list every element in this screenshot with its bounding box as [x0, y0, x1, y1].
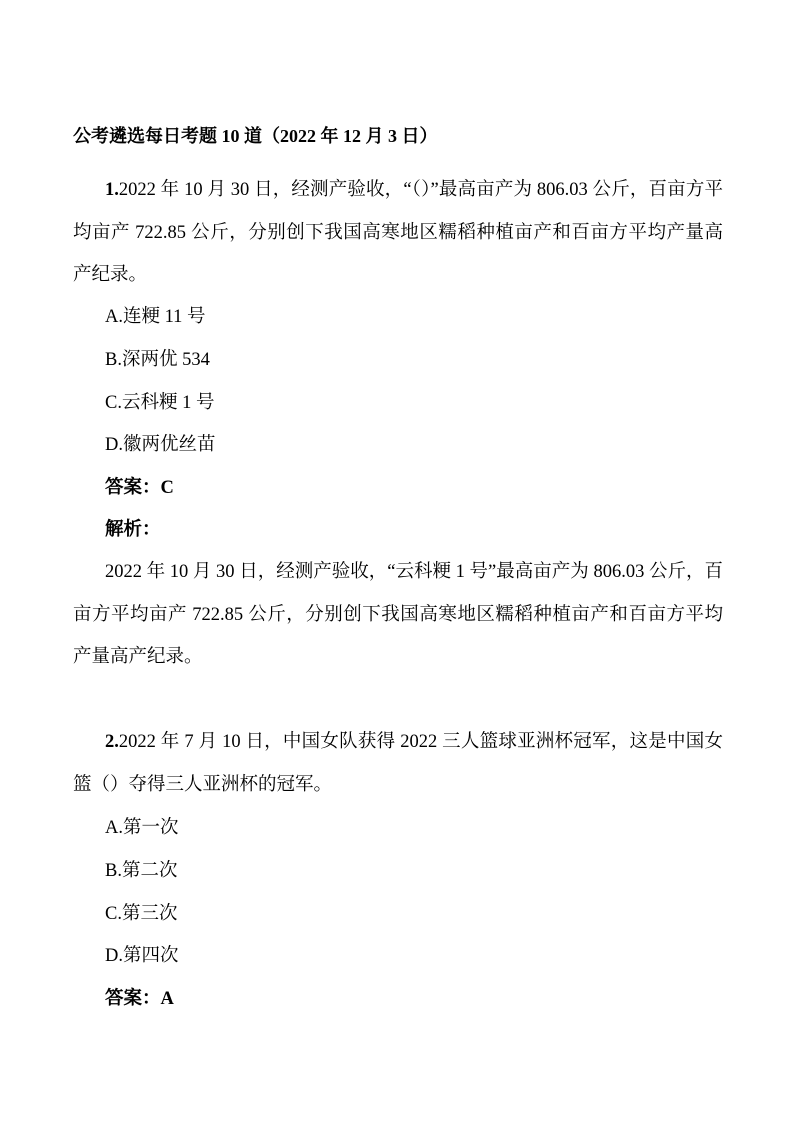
question-1-answer: [105, 476, 174, 500]
question-1-option-d: D.徽两优丝苗: [105, 435, 216, 455]
question-2-option-d: D.第四次: [105, 946, 179, 966]
question-1-option-a: A.连粳 11 号: [105, 307, 206, 327]
page-title: 公考遴选每日考题 10 道（2022 年 12 月 3 日）: [73, 126, 438, 146]
answer-value: C: [160, 478, 174, 498]
question-1-option-b: B.深两优 534: [105, 350, 210, 370]
answer-value: A: [160, 989, 174, 1009]
answer-label: 答案：: [105, 989, 161, 1009]
question-2-option-a: A.第一次: [105, 818, 179, 838]
question-2-option-c: C.第三次: [105, 904, 178, 924]
question-1-option-c: C.云科粳 1 号: [105, 393, 215, 413]
answer-label: 答案：: [105, 478, 161, 498]
question-1-text: 2022 年 10 月 30 日，经测产验收，“（）”最高亩产为 806.03 公斤，百亩方平均亩产 722.85 公斤，分别创下我国高寒地区糯稻种植亩产和百亩方平均产量高产纪录。: [73, 180, 723, 285]
question-2-answer: [105, 987, 174, 1011]
question-2-number: 2.: [105, 732, 119, 752]
question-1-stem: [73, 169, 723, 297]
question-2-stem: [73, 721, 723, 806]
question-2-option-b: B.第二次: [105, 861, 178, 881]
question-1-number: 1.: [105, 180, 119, 200]
question-2-text: 2022 年 7 月 10 日，中国女队获得 2022 三人篮球亚洲杯冠军，这是中国女篮（）夺得三人亚洲杯的冠军。: [73, 732, 723, 795]
question-1-analysis-label: 解析：: [105, 520, 161, 540]
question-1-analysis: 2022 年 10 月 30 日，经测产验收，“云科粳 1 号”最高亩产为 806.03 公斤，百亩方平均亩产 722.85 公斤，分别创下我国高寒地区糯稻种植亩产和百亩方平均产量高产纪录。: [73, 562, 723, 667]
